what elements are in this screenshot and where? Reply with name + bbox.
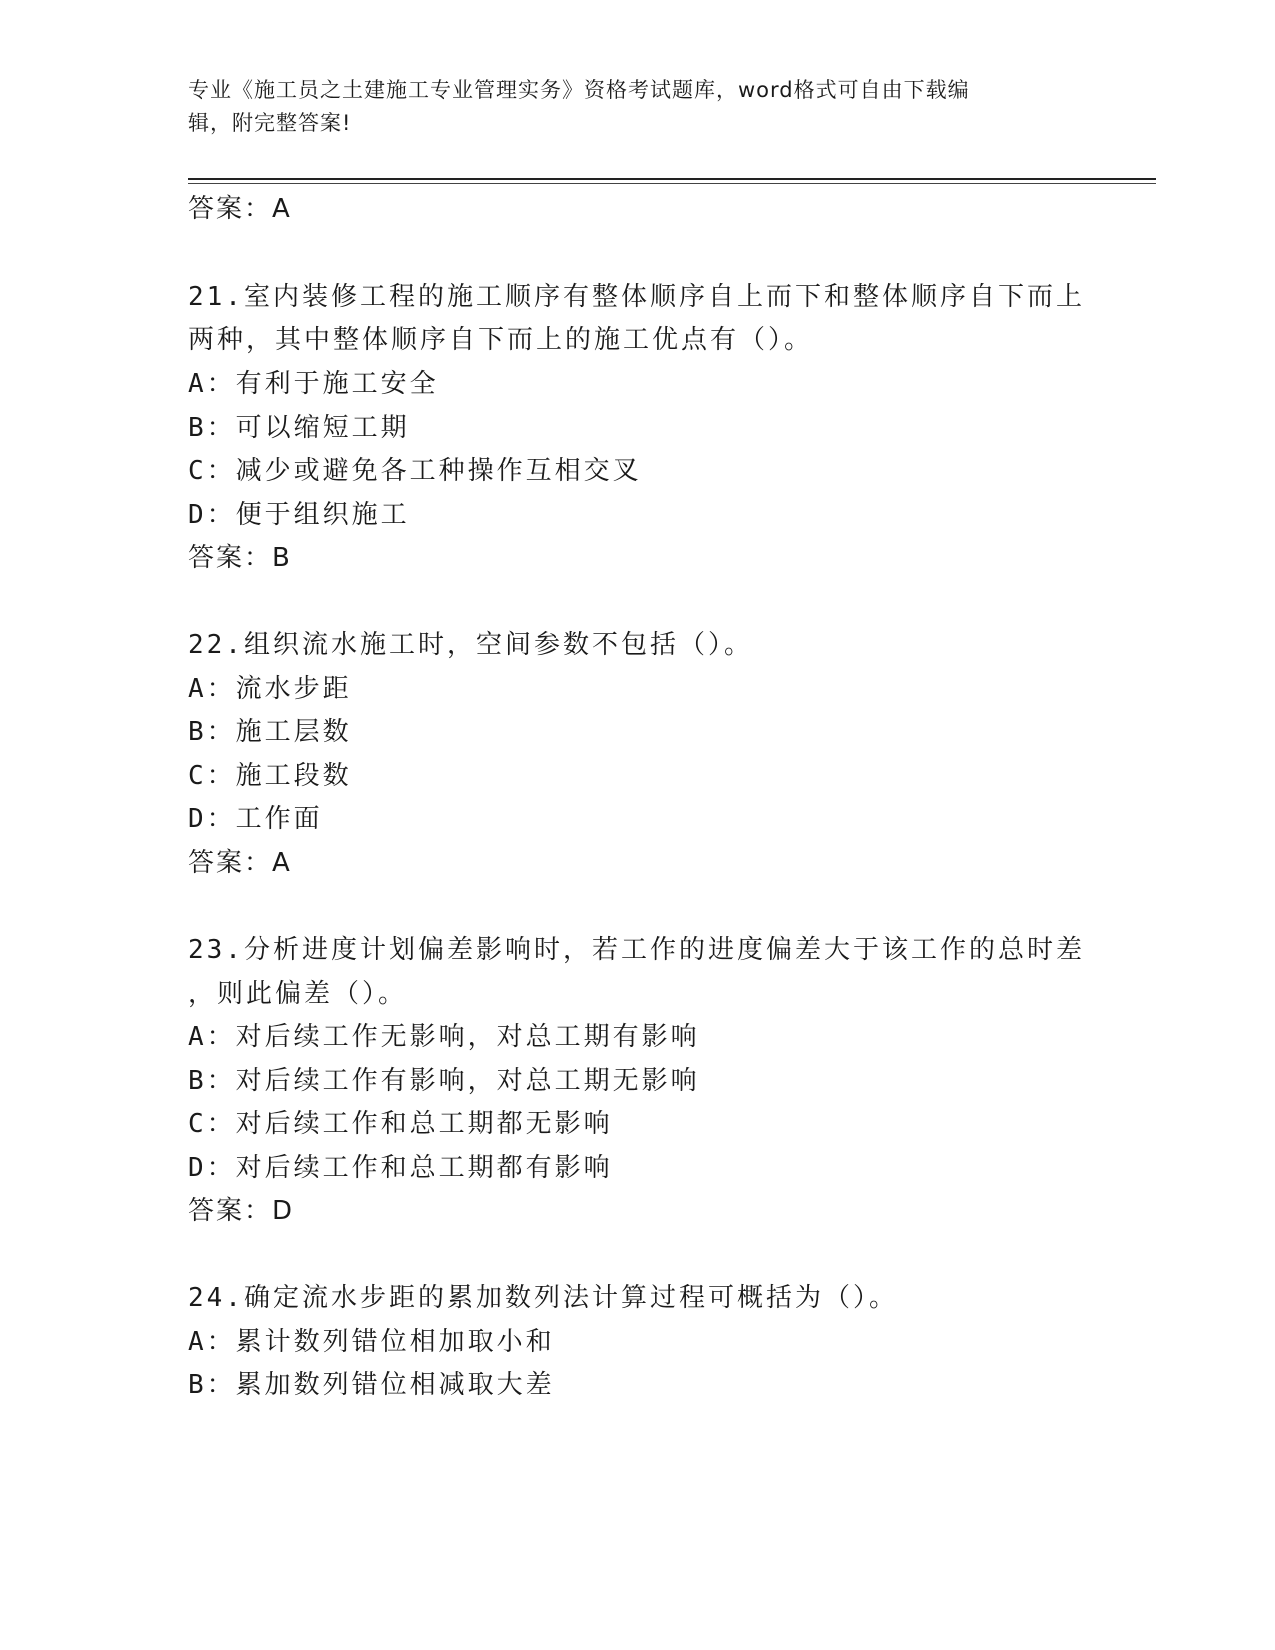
question-22-answer: 答案：A <box>188 848 292 878</box>
question-23-stem-line-2: ，则此偏差（）。 <box>188 979 408 1009</box>
question-24-stem-line-1: 24.确定流水步距的累加数列法计算过程可概括为（）。 <box>188 1283 898 1313</box>
question-22-option-a: A：流水步距 <box>188 674 352 704</box>
question-23-option-b: B：对后续工作有影响，对总工期无影响 <box>188 1066 700 1096</box>
question-22-option-c: C：施工段数 <box>188 761 352 791</box>
question-21-stem-line-2: 两种，其中整体顺序自下而上的施工优点有（）。 <box>188 325 814 355</box>
question-21-option-c: C：减少或避免各工种操作互相交叉 <box>188 456 642 486</box>
question-21-answer: 答案：B <box>188 543 292 573</box>
question-23-option-c: C：对后续工作和总工期都无影响 <box>188 1109 613 1139</box>
header-divider-thin <box>188 183 1156 184</box>
document-header <box>188 74 1088 140</box>
question-21-stem-line-1: 21.室内装修工程的施工顺序有整体顺序自上而下和整体顺序自下而上 <box>188 282 1085 312</box>
previous-answer: 答案：A <box>188 194 292 224</box>
question-21-option-d: D：便于组织施工 <box>188 500 410 530</box>
header-line-1: 专业《施工员之土建施工专业管理实务》资格考试题库，word格式可自由下载编 <box>188 78 970 102</box>
question-23-answer: 答案：D <box>188 1196 295 1226</box>
question-24-option-a: A：累计数列错位相加取小和 <box>188 1327 555 1357</box>
header-line-2: 辑，附完整答案! <box>188 111 352 135</box>
question-22-stem-line-1: 22.组织流水施工时，空间参数不包括（）。 <box>188 630 753 660</box>
question-24-option-b: B：累加数列错位相减取大差 <box>188 1370 555 1400</box>
question-22-option-b: B：施工层数 <box>188 717 352 747</box>
header-divider-thick <box>188 178 1156 180</box>
question-23-option-d: D：对后续工作和总工期都有影响 <box>188 1153 613 1183</box>
question-21-option-a: A：有利于施工安全 <box>188 369 439 399</box>
question-23-stem-line-1: 23.分析进度计划偏差影响时，若工作的进度偏差大于该工作的总时差 <box>188 935 1085 965</box>
question-22-option-d: D：工作面 <box>188 804 323 834</box>
question-21-option-b: B：可以缩短工期 <box>188 413 410 443</box>
question-23-option-a: A：对后续工作无影响，对总工期有影响 <box>188 1022 700 1052</box>
